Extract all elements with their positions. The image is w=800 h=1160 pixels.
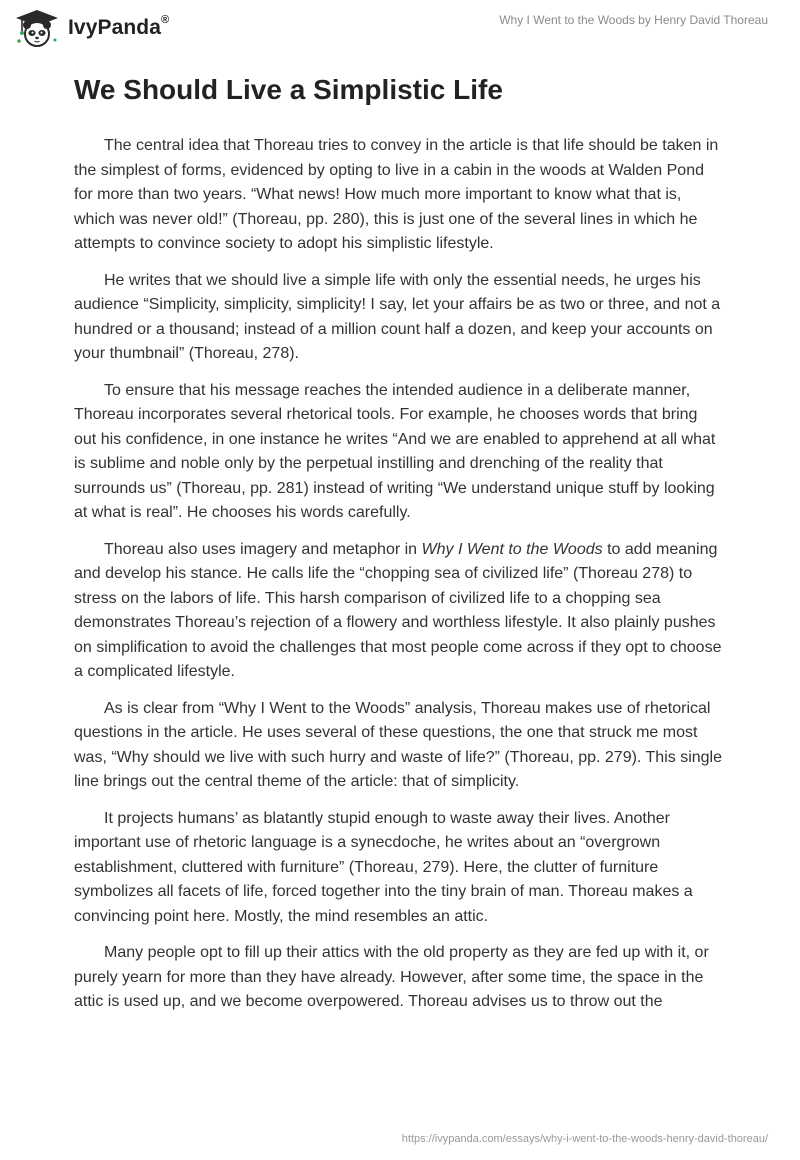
section-heading: We Should Live a Simplistic Life (74, 74, 503, 105)
source-url[interactable]: https://ivypanda.com/essays/why-i-went-to-the-woods-henry-david-thoreau/ (401, 1133, 768, 1145)
paragraph: It projects humans’ as blatantly stupid enough to waste away their lives. Another important use of rhetoric language is a synecdoche, he writes about an “overgrown establishment, cluttered with furniture” (Thoreau, 279). Here, the clutter of furniture symbolizes all facets of life, forced together into the tiny brain of man. Thoreau makes a convincing point here. Mostly, the mind resembles an attic. (74, 809, 693, 925)
paragraph-list (74, 134, 724, 1015)
paragraph: As is clear from “Why I Went to the Woods” analysis, Thoreau makes use of rhetorical questions in the article. He uses several of these questions, the one that struck me most was, “Why should we live with such hurry and waste of life?” (Thoreau, pp. 279). This single line brings out the central theme of the article: that of simplicity. (74, 699, 722, 790)
panda-graduation-icon (14, 8, 60, 48)
paragraph-text: Thoreau also uses imagery and metaphor in (104, 540, 422, 558)
paragraph: Many people opt to fill up their attics with the old property as they are fed up with it, or purely yearn for more than they have already. However, after some time, the space in the attic is used up, and we become overpowered. Thoreau advises us to throw out the (74, 944, 709, 1010)
document-title: Why I Went to the Woods by Henry David Thoreau (499, 13, 768, 27)
paragraph: He writes that we should live a simple life with only the essential needs, he urges his audience “Simplicity, simplicity, simplicity! I say, let your affairs be as two or three, and not a hundred or a thousand; instead of a million count half a dozen, and keep your accounts on your thumbnail” (Thoreau, 278). (74, 271, 721, 362)
paragraph-text: to add meaning and develop his stance. He calls life the “chopping sea of civilized life” (Thoreau 278) to stress on the labors of life. This harsh comparison of civilized life to a chopping sea demonstrates Thoreau’s rejection of a flowery and worthless lifestyle. It also plainly pushes on simplification to avoid the challenges that most people come across if they opt to choose a complicated lifestyle. (74, 540, 722, 680)
book-title: Why I Went to the Woods (421, 540, 603, 558)
logo-text: IvyPanda® (68, 14, 170, 39)
page-header (0, 0, 800, 60)
paragraph (74, 538, 724, 685)
paragraph: The central idea that Thoreau tries to convey in the article is that life should be taken in the simplest of forms, evidenced by opting to live in a cabin in the woods at Walden Pond for more than two years. “What news! How much more important to know what that is, which was never old!” (Thoreau, pp. 280), this is just one of the several lines in which he attempts to convince society to adopt his simplistic lifestyle. (74, 137, 719, 252)
article-body (74, 70, 724, 1027)
paragraph: To ensure that his message reaches the intended audience in a deliberate manner, Thoreau incorporates several rhetorical tools. For example, he chooses words that bring out his confidence, in one instance he writes “And we are enabled to apprehend at all what is sublime and noble only by the perpetual instilling and drenching of the reality that surrounds us” (Thoreau, pp. 281) instead of writing “We understand unique stuff by looking at what is real”. He chooses his words carefully. (74, 381, 716, 521)
logo[interactable] (14, 8, 169, 48)
